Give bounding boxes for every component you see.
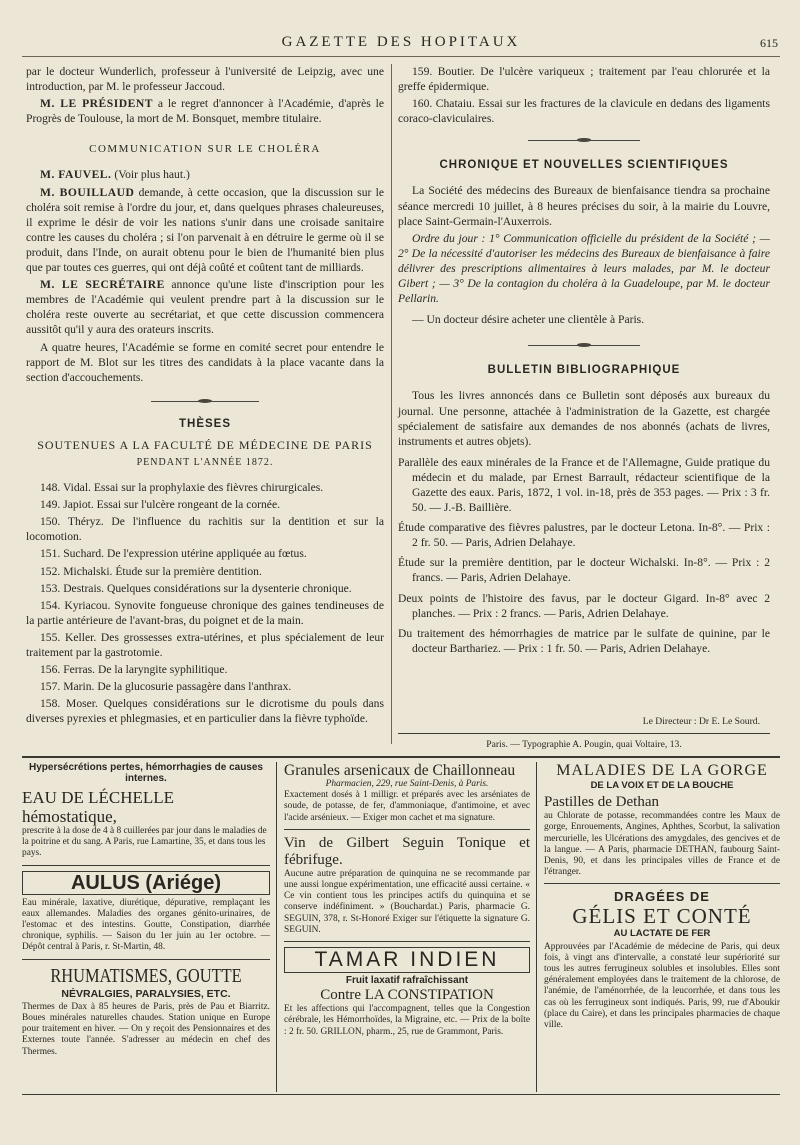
thesis-item: 158. Moser. Quelques considérations sur le dicrotisme du pouls dans diverses pyrexies et phlegmasies, et en particulier dans la fièvre typhoïde. — [26, 697, 384, 726]
section-ornament — [26, 397, 384, 407]
speaker-label: M. LE SECRÉTAIRE — [40, 278, 165, 292]
ad-body: au Chlorate de potasse, recommandées contre les Maux de gorge, Enrouements, Angines, Aphthes, Scorbut, la salivation mercurielle, les Ulcérations des amygdales, des gencives et de la langue. — A Paris, pharmacie DETHAN, faubourg Saint-Denis, 90, et dans les principales villes de France et de l'étranger. — [544, 811, 780, 878]
ad-rule — [284, 829, 530, 830]
ad-body: Thermes de Dax à 85 heures de Paris, près de Pau et Biarritz. Boues minérales naturelles chaudes. Station unique en Europe pour traitement en hiver. — On y reçoit des Pensionnaires et des Externes toute l'année. S'adresser au médecin en chef des Thermes. — [22, 1001, 270, 1057]
chronique-paragraph: La Société des médecins des Bureaux de bienfaisance tiendra sa prochaine séance mercredi 10 juillet, à 8 heures précises du soir, à la mairie du Louvre, place Saint-Germain-l'Auxerrois. — [398, 184, 770, 228]
intro-paragraph: par le docteur Wunderlich, professeur à l'université de Leipzig, avec une introduction, par M. le professeur Jaccoud. — [26, 65, 384, 94]
bouillaud-paragraph — [26, 185, 384, 276]
ad-pastilles-dethan — [544, 762, 780, 878]
chronique-heading: CHRONIQUE ET NOUVELLES SCIENTIFIQUES — [439, 159, 729, 172]
thesis-item: 160. Chataiu. Essai sur les fractures de la clavicule en dedans des ligaments coraco-claviculaires. — [398, 97, 770, 126]
advertisements — [22, 762, 780, 1092]
ad-headline: Hypersécrétions pertes, hémorrhagies de causes internes. — [29, 762, 263, 784]
ad-rhumatismes — [22, 965, 270, 1058]
bulletin-intro: Tous les livres annoncés dans ce Bulletin sont déposés aux bureaux du journal. Une personne, attachée à l'administration de la Gazette, est chargée spécialement de satisfaire aux demandes de nos abonnés (achats de livres, instruments et autres objets). — [398, 389, 770, 448]
ad-column-rule — [276, 762, 277, 1092]
ad-body: Approuvées par l'Académie de médecine de Paris, qui deux fois, à vingt ans d'intervalle, a constaté leur supériorité sur tous les autres ferrugineux solubles et insolubles. Elles sont généralement employées dans le traitement de la chlorose, de l'anémie, de l'aménorrhée, de la leucorrhée, et dans tous les cas où les ferrugineux sont indiqués. Paris, 99, rue d'Aboukir (place du Caire), et dans les principales pharmacies de chaque ville. — [544, 941, 780, 1031]
ad-subtitle: DE LA VOIX ET DE LA BOUCHE — [590, 780, 734, 791]
thesis-item: 155. Keller. Des grossesses extra-utérines, et plus spécialement de leur traitement par la gastrotomie. — [26, 630, 384, 659]
ad-product-name: Granules arsenicaux de Chaillonneau — [284, 762, 516, 779]
book-entry: Étude comparative des fièvres palustres, par le docteur Letona. In-8°. — Prix : 2 fr. 50. — Paris, Adrien Delahaye. — [398, 521, 770, 550]
ad-rule — [22, 865, 270, 866]
ad-headline: DRAGÉES DE — [614, 889, 710, 905]
bulletin-heading: BULLETIN BIBLIOGRAPHIQUE — [487, 364, 681, 377]
ads-top-rule — [22, 756, 780, 758]
left-column — [26, 64, 384, 728]
ad-product-name: Vin de Gilbert Seguin Tonique et fébrifuge. — [284, 834, 530, 868]
right-column — [398, 64, 770, 661]
book-entry: Du traitement des hémorrhagies de matrice par le sulfate de quinine, par le docteur Barthariez. — Prix : 1 fr. 50. — Paris, Adrien Delahaye. — [398, 626, 770, 655]
president-paragraph — [26, 96, 384, 126]
theses-subheading: SOUTENUES A LA FACULTÉ DE MÉDECINE DE PARIS — [37, 437, 373, 452]
imprint-rule — [398, 733, 770, 734]
thesis-item: 159. Boutier. De l'ulcère variqueux ; traitement par l'eau chlorurée et la greffe épidermique. — [398, 65, 770, 94]
ad-column-b — [284, 762, 530, 1038]
thesis-item: 151. Suchard. De l'expression utérine appliquée au fœtus. — [40, 547, 307, 561]
book-entry: Étude sur la première dentition, par le docteur Wichalski. In-8°. — Prix : 2 francs. — Paris, Adrien Delahaye. — [398, 556, 770, 585]
ad-hypersecretions — [22, 762, 270, 860]
fauvel-paragraph — [26, 167, 384, 182]
bibliography-list — [398, 455, 770, 656]
thesis-item: 153. Destrais. Quelques considérations sur la dysenterie chronique. — [40, 581, 352, 595]
ad-product-name: Pastilles de Dethan — [544, 794, 659, 811]
ad-headline: MALADIES DE LA GORGE — [556, 762, 768, 779]
theses-heading: THÈSES — [178, 417, 231, 430]
thesis-item: 152. Michalski. Étude sur la première dentition. — [40, 564, 262, 578]
speaker-text: (Voir plus haut.) — [114, 168, 190, 182]
ad-product-name: TAMAR INDIEN — [284, 947, 530, 973]
thesis-item: 156. Ferras. De la laryngite syphilitique. — [40, 663, 228, 677]
directeur-line: Le Directeur : Dr E. Le Sourd. — [642, 716, 760, 727]
ad-granules — [284, 762, 530, 824]
ad-product-name: GÉLIS ET CONTÉ — [572, 904, 752, 929]
section-ornament — [398, 341, 770, 351]
ad-subtitle: NÉVRALGIES, PARALYSIES, ETC. — [61, 987, 231, 1000]
ad-column-a — [22, 762, 270, 1058]
thesis-item: 148. Vidal. Essai sur la prophylaxie des fièvres chirurgicales. — [40, 481, 324, 495]
thesis-item: 150. Théryz. De l'influence du rachitis sur la dentition et sur la locomotion. — [26, 515, 384, 544]
ad-body: Eau minérale, laxative, diurétique, dépurative, remplaçant les eaux allemandes. Maladies des organes génito-urinaires, de l'estomac et des intestins. Goutte, Constipation, diarrhée chronique, syphilis. — Saison du 1er juin au 1er octobre. — Dépôt central à Paris, r. St-Martin, 48. — [22, 897, 270, 953]
speaker-label: M. BOUILLAUD — [40, 185, 135, 199]
journal-title: GAZETTE DES HOPITAUX — [281, 34, 521, 50]
book-entry: Deux points de l'histoire des favus, par le docteur Gigard. In-8° avec 2 planches. — Prix : 2 francs. — Paris, Adrien Delahaye. — [398, 591, 770, 620]
ad-tamar — [284, 947, 530, 1038]
speaker-label: M. LE PRÉSIDENT — [40, 97, 153, 111]
chronique-paragraph: — Un docteur désire acheter une clientèle à Paris. — [412, 313, 645, 327]
ads-bottom-rule — [22, 1094, 780, 1095]
ad-subtitle: Pharmacien, 229, rue Saint-Denis, à Paris. — [325, 779, 489, 789]
ad-headline: Contre LA CONSTIPATION — [320, 987, 494, 1004]
section-ornament — [398, 136, 770, 146]
speaker-text: demande, à cette occasion, que la discussion sur le choléra soit remise à l'ordre du jour, et, dans quelques phrases chaleureuses, il exprime le désir de voir les nations s'unir dans une croisade sanitaire contre les causes du choléra ; si l'on parvenait à en détruire le germe où il se produit, dans l'Inde, on aurait obtenu pour le bien de l'humanité bien plus que par toutes ces guerres, qui ont déjà coûté et coûtent tant de milliards. — [26, 185, 384, 275]
ad-body: prescrite à la dose de 4 à 8 cuillerées par jour dans le maladies de la poitrine et du sang. A Paris, rue Lamartine, 35, et dans tous les pays. — [22, 826, 267, 859]
thesis-item: 157. Marin. De la glucosurie passagère dans l'anthrax. — [40, 680, 292, 694]
page-header — [22, 30, 780, 57]
theses-year: PENDANT L'ANNÉE 1872. — [136, 456, 274, 468]
ad-subtitle: Fruit laxatif rafraîchissant — [345, 975, 469, 987]
ad-vin-seguin — [284, 835, 530, 936]
column-rule — [391, 64, 392, 744]
ad-rule — [22, 959, 270, 960]
speaker-text: annonce qu'une liste d'inscription pour les membres de l'Académie qui veulent prendre part à la discussion sur le choléra reste ouverte au secrétariat, et que cette discussion commencera aussitôt qu'il y aura des orateurs inscrits. — [26, 278, 384, 337]
cholera-heading: COMMUNICATION SUR LE CHOLÉRA — [89, 143, 321, 156]
speaker-text: a le regret d'annoncer à l'Académie, d'après le Progrès de Toulouse, la mort de M. Bonsquet, membre titulaire. — [26, 97, 384, 126]
ad-rule — [284, 941, 530, 942]
ad-aulus — [22, 871, 270, 954]
ad-product-name: RHUMATISMES, GOUTTE — [50, 964, 242, 987]
ad-rule — [544, 883, 780, 884]
secretaire-paragraph — [26, 277, 384, 337]
ad-subtitle: AU LACTATE DE FER — [613, 928, 711, 940]
page-number: 615 — [760, 36, 778, 50]
imprimerie-line: Paris. — Typographie A. Pougin, quai Voltaire, 13. — [486, 739, 682, 750]
speaker-label: M. FAUVEL. — [40, 168, 112, 182]
chronique-paragraph: Ordre du jour : 1° Communication officielle du président de la Société ; — 2° De la nécessité d'autoriser les médecins des Bureaux de bienfaisance à faire délivrer des prescriptions alimentaires à leurs malades, par M. le docteur Gibert ; — 3° De la contagion du choléra à la Guadeloupe, par M. le docteur Pellarin. — [398, 231, 770, 306]
comite-paragraph: A quatre heures, l'Académie se forme en comité secret pour entendre le rapport de M. Blot sur les titres des candidats à la place vacante dans la section d'accouchements. — [26, 340, 384, 384]
ad-gelis-conte — [544, 889, 780, 1031]
ad-body: Et les affections qui l'accompagnent, telles que la Congestion cérébrale, les Hémorrhoïdes, la Migraine, etc. — Prix de la boîte : 2 fr. 50. GRILLON, pharm., 25, rue de Grammont, Paris. — [284, 1004, 530, 1037]
ad-column-c — [544, 762, 780, 1031]
book-entry: Parallèle des eaux minérales de la France et de l'Allemagne, Guide pratique du médecin et du malade, par Ernest Barrault, rédacteur scientifique de la Gazette des eaux. Paris, 1872, 1 vol. in-18, près de 353 pages. — Prix : 3 fr. 50. — J.-B. Baillière. — [398, 455, 770, 515]
ad-product-name: EAU DE LÉCHELLE hémostatique, — [22, 788, 175, 826]
ad-column-rule — [536, 762, 537, 1092]
thesis-item: 149. Japiot. Essai sur l'ulcère rongeant de la cornée. — [40, 498, 280, 512]
ad-body: Exactement dosés à 1 milligr. et préparés avec les arséniates de soude, de potasse, de fer, d'ammoniaque, d'antimoine, et avec l'acide arsénieux. — Exiger mon cachet et ma signature. — [284, 790, 530, 823]
ad-body: Aucune autre préparation de quinquina ne se recommande par une aussi longue expérimentation, une efficacité aussi certaine. « Ce vin contient tous les principes actifs du quinquina et se conserve indéfiniment. » (Bouchardat.) Paris, pharmacie G. SEGUIN, 378, r. St-Honoré Exiger sur l'étiquette la signature G. SEGUIN. — [284, 868, 530, 935]
thesis-item: 154. Kyriacou. Synovite fongueuse chronique des gaines tendineuses de la partie antérieure de l'avant-bras, du poignet et de la main. — [26, 598, 384, 627]
ad-product-name: AULUS (Ariége) — [22, 871, 270, 895]
